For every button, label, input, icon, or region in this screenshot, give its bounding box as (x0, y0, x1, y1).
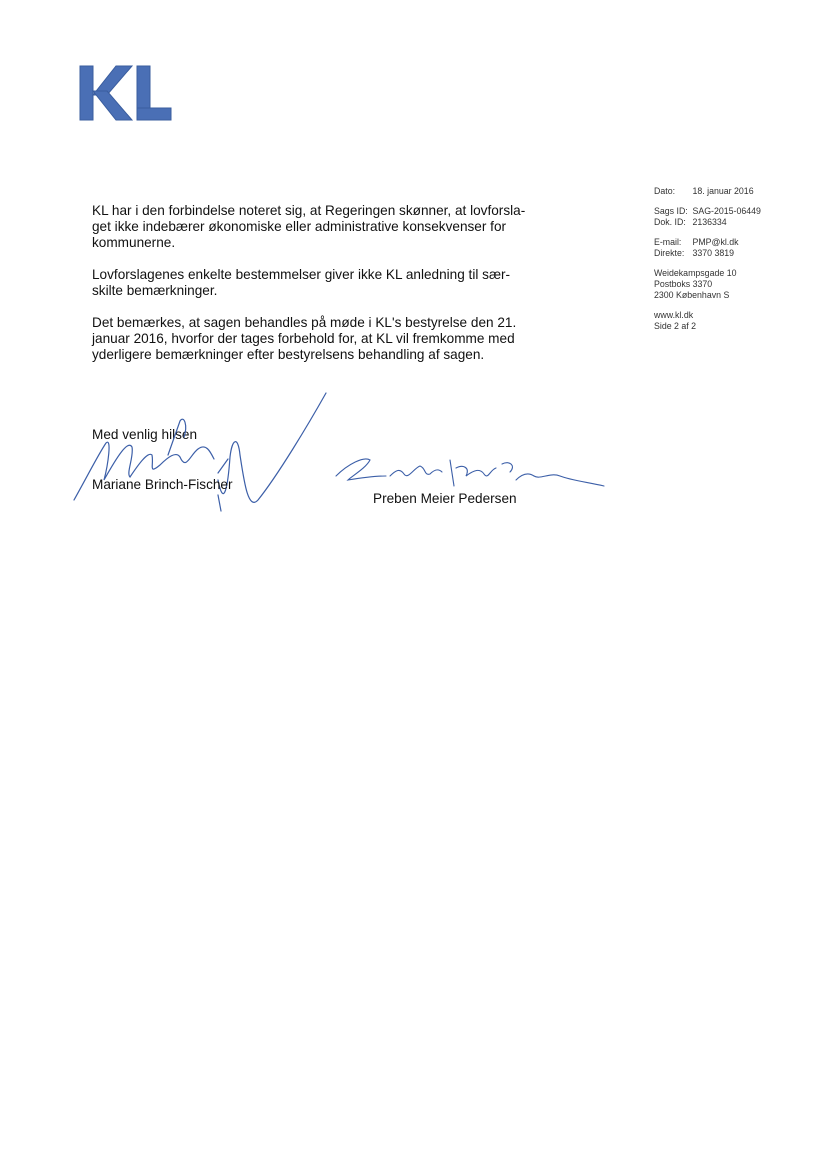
case-id-label: Sags ID: (654, 206, 688, 216)
website: www.kl.dk (654, 310, 694, 320)
address-line-2: Postboks 3370 (654, 279, 713, 289)
direct-label: Direkte: (654, 248, 685, 258)
email-value: PMP@kl.dk (692, 237, 739, 247)
date-value: 18. januar 2016 (692, 186, 754, 196)
paragraph-2: Lovforslagenes enkelte bestemmelser giver ikke KL anledning til sær- skilte bemærkninger. (92, 267, 511, 298)
address-line-3: 2300 København S (654, 290, 730, 300)
direct-row (654, 248, 814, 259)
handwritten-signature-left (68, 385, 330, 515)
paragraph-1: KL har i den forbindelse noteret sig, at Regeringen skønner, at lovforsla- get ikke indebærer økonomiske eller administrative konsekvenser for kommunerne. (92, 203, 526, 250)
kl-logo (78, 64, 174, 122)
address-line-1: Weidekampsgade 10 (654, 268, 737, 278)
signer-name-right: Preben Meier Pedersen (373, 491, 517, 506)
email-label: E-mail: (654, 237, 682, 247)
signer-name-left: Mariane Brinch-Fischer (92, 477, 233, 492)
closing-greeting: Med venlig hilsen (92, 427, 198, 442)
doc-id-label: Dok. ID: (654, 217, 686, 227)
letter-body (92, 203, 572, 379)
page-number: Side 2 af 2 (654, 321, 697, 331)
doc-id-value: 2136334 (692, 217, 727, 227)
doc-id-row (654, 217, 814, 228)
date-label: Dato: (654, 186, 676, 196)
case-id-row (654, 206, 814, 217)
date-row (654, 186, 814, 197)
sender-info (654, 186, 814, 332)
direct-value: 3370 3819 (692, 248, 735, 258)
paragraph-3: Det bemærkes, at sagen behandles på møde i KL's bestyrelse den 21. januar 2016, hvorfor der tages forbehold for, at KL vil fremkomme med yderligere bemærkninger efter bestyrelsens behandling af sagen. (92, 315, 517, 362)
case-id-value: SAG-2015-06449 (692, 206, 761, 216)
email-row (654, 237, 814, 248)
